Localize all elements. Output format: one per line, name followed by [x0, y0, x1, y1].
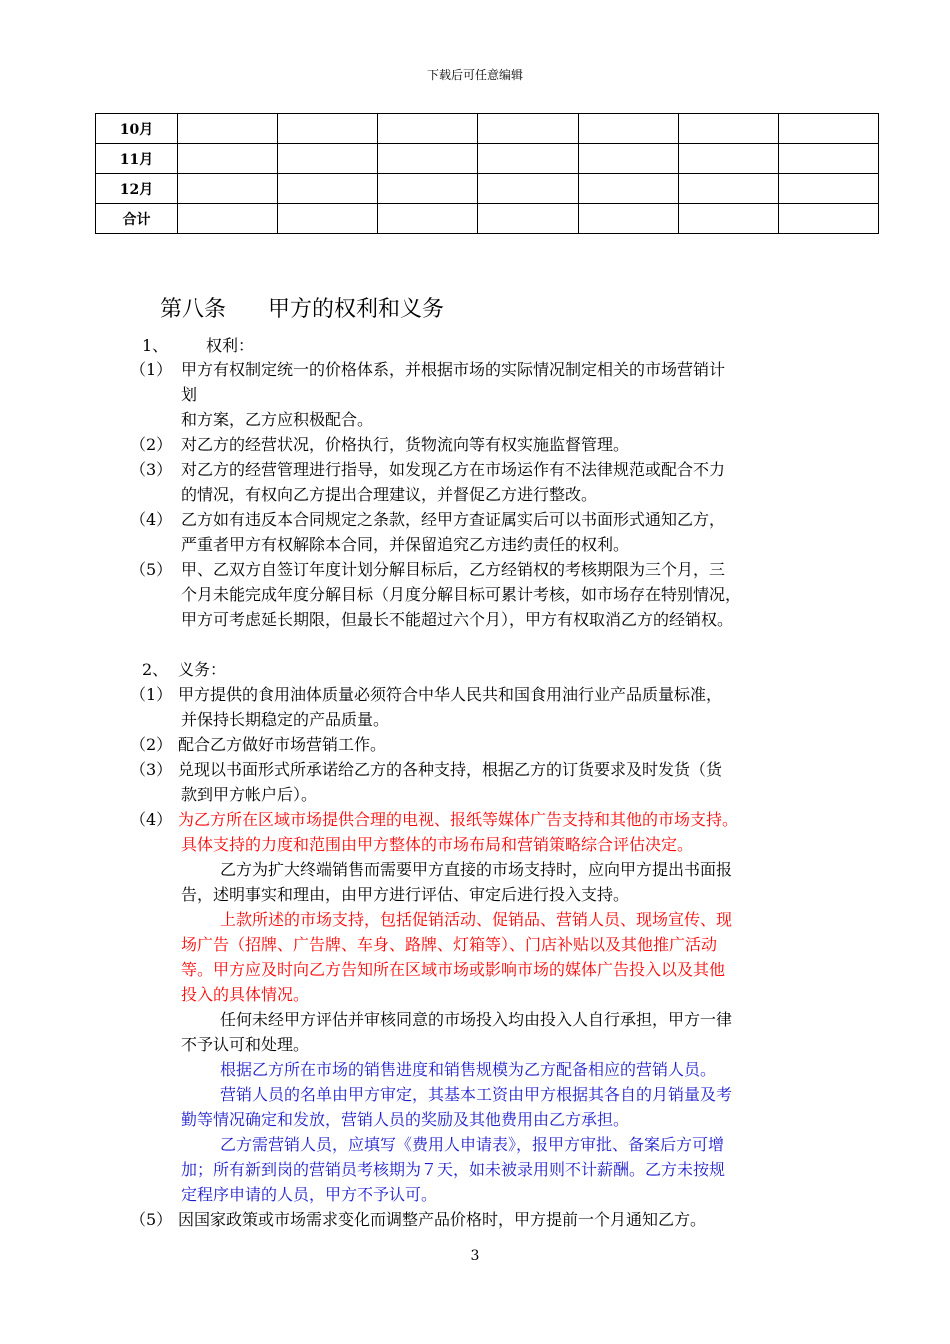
rights-item-num: （1）	[130, 360, 173, 379]
table-row	[96, 114, 879, 144]
paragraph-line: 因国家政策或市场需求变化而调整产品价格时，甲方提前一个月通知乙方。	[178, 1210, 707, 1229]
table-cell	[578, 114, 678, 144]
paragraph-line: 乙方如有违反本合同规定之条款，经甲方查证属实后可以书面形式通知乙方，	[181, 510, 726, 529]
paragraph-line: 甲方有权制定统一的价格体系，并根据市场的实际情况制定相关的市场营销计	[181, 360, 726, 379]
paragraph-line: 划	[181, 385, 198, 404]
rights-item-num: （2）	[130, 435, 173, 454]
paragraph-line-blue: 营销人员的名单由甲方审定，其基本工资由甲方根据其各自的月销量及考	[220, 1085, 733, 1104]
rights-heading: 权利：	[206, 336, 255, 355]
table-row	[96, 174, 879, 204]
table-cell	[478, 114, 578, 144]
paragraph-line-red: 投入的具体情况。	[181, 985, 310, 1004]
paragraph-line-blue: 根据乙方所在市场的销售进度和销售规模为乙方配备相应的营销人员。	[220, 1060, 717, 1079]
duties-item-num: （2）	[130, 735, 173, 754]
paragraph-line: 对乙方的经营管理进行指导，如发现乙方在市场运作有不法律规范或配合不力	[181, 460, 726, 479]
paragraph-line: 甲方可考虑延长期限，但最长不能超过六个月），甲方有权取消乙方的经销权。	[181, 610, 734, 629]
duties-item-num: （4）	[130, 810, 173, 829]
table-cell	[278, 204, 378, 234]
paragraph-line: 任何未经甲方评估并审核同意的市场投入均由投入人自行承担，甲方一律	[220, 1010, 733, 1029]
table-cell	[778, 114, 878, 144]
duties-item-num: （3）	[130, 760, 173, 779]
paragraph-line: 甲方提供的食用油体质量必须符合中华人民共和国食用油行业产品质量标准，	[178, 685, 723, 704]
paragraph-line-red: 具体支持的力度和范围由甲方整体的市场布局和营销策略综合评估决定。	[181, 835, 694, 854]
paragraph-line: 乙方为扩大终端销售而需要甲方直接的市场支持时，应向甲方提出书面报	[220, 860, 733, 879]
table-cell	[278, 144, 378, 174]
table-cell	[178, 114, 278, 144]
table-cell	[178, 174, 278, 204]
table-cell	[378, 144, 478, 174]
table-cell	[178, 204, 278, 234]
table-cell	[778, 174, 878, 204]
table-cell	[778, 144, 878, 174]
paragraph-line: 不予认可和处理。	[181, 1035, 310, 1054]
table-row	[96, 144, 879, 174]
table-cell	[378, 204, 478, 234]
rights-item-num: （5）	[130, 560, 173, 579]
paragraph-line: 和方案，乙方应积极配合。	[181, 410, 374, 429]
table-cell	[478, 144, 578, 174]
paragraph-line-red: 场广告（招牌、广告牌、车身、路牌、灯箱等）、门店补贴以及其他推广活动	[181, 935, 718, 954]
rights-item-num: （3）	[130, 460, 173, 479]
page-number: 3	[470, 1248, 480, 1264]
row-label: 合计	[96, 204, 178, 234]
duties-item-num: （1）	[130, 685, 173, 704]
table-cell	[778, 204, 878, 234]
table-cell	[678, 174, 778, 204]
duties-item-num: （5）	[130, 1210, 173, 1229]
table-cell	[678, 144, 778, 174]
table-cell	[378, 114, 478, 144]
row-label: 10月	[96, 114, 178, 144]
table-cell	[278, 174, 378, 204]
paragraph-line-red: 上款所述的市场支持，包括促销活动、促销品、营销人员、现场宣传、现	[220, 910, 733, 929]
paragraph-line: 的情况，有权向乙方提出合理建议，并督促乙方进行整改。	[181, 485, 598, 504]
table-cell	[578, 144, 678, 174]
paragraph-line-blue: 勤等情况确定和发放，营销人员的奖励及其他费用由乙方承担。	[181, 1110, 630, 1129]
paragraph-line: 兑现以书面形式所承诺给乙方的各种支持，根据乙方的订货要求及时发货（货	[178, 760, 723, 779]
table-row	[96, 204, 879, 234]
table-cell	[578, 204, 678, 234]
paragraph-line: 款到甲方帐户后）。	[181, 785, 318, 804]
paragraph-line: 配合乙方做好市场营销工作。	[178, 735, 387, 754]
article-title	[160, 292, 444, 323]
paragraph-line: 对乙方的经营状况，价格执行，货物流向等有权实施监督管理。	[181, 435, 630, 454]
monthly-table	[95, 113, 879, 234]
paragraph-line-blue: 定程序申请的人员，甲方不予认可。	[181, 1185, 438, 1204]
rights-heading-num: 1、	[142, 336, 169, 355]
paragraph-line-red: 为乙方所在区域市场提供合理的电视、报纸等媒体广告支持和其他的市场支持。	[178, 810, 739, 829]
table-cell	[578, 174, 678, 204]
paragraph-line: 告，述明事实和理由，由甲方进行评估、审定后进行投入支持。	[181, 885, 630, 904]
table-cell	[478, 174, 578, 204]
paragraph-line: 甲、乙双方自签订年度计划分解目标后，乙方经销权的考核期限为三个月，三	[181, 560, 726, 579]
table-cell	[678, 204, 778, 234]
duties-heading: 义务：	[178, 660, 227, 679]
article-heading: 甲方的权利和义务	[268, 297, 445, 322]
table-cell	[278, 114, 378, 144]
table-cell	[478, 204, 578, 234]
row-label: 12月	[96, 174, 178, 204]
paragraph-line-red: 等。甲方应及时向乙方告知所在区域市场或影响市场的媒体广告投入以及其他	[181, 960, 726, 979]
paragraph-line-blue: 加；所有新到岗的营销员考核期为７天，如未被录用则不计薪酬。乙方未按规	[181, 1160, 726, 1179]
rights-item-num: （4）	[130, 510, 173, 529]
paragraph-line-blue: 乙方需营销人员，应填写《费用人申请表》，报甲方审批、备案后方可增	[220, 1135, 725, 1154]
table-cell	[678, 114, 778, 144]
table-cell	[378, 174, 478, 204]
table-cell	[178, 144, 278, 174]
page-header: 下载后可任意编辑	[426, 68, 523, 82]
article-number: 第八条	[160, 297, 227, 322]
duties-heading-num: 2、	[142, 660, 169, 679]
row-label: 11月	[96, 144, 178, 174]
paragraph-line: 个月未能完成年度分解目标（月度分解目标可累计考核，如市场存在特别情况，	[181, 585, 742, 604]
paragraph-line: 严重者甲方有权解除本合同，并保留追究乙方违约责任的权利。	[181, 535, 630, 554]
paragraph-line: 并保持长期稳定的产品质量。	[181, 710, 390, 729]
